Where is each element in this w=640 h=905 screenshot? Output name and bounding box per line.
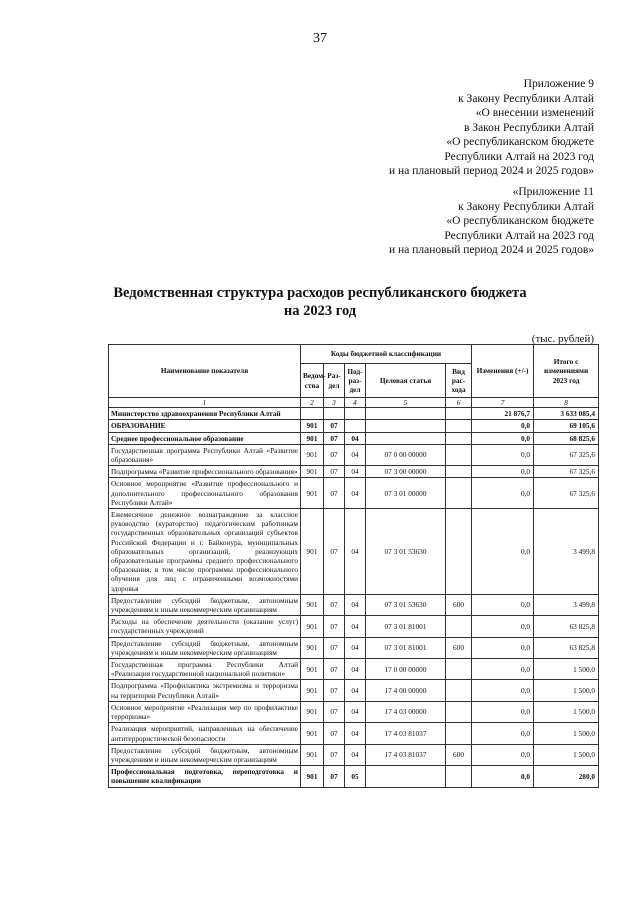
cell-name: Предоставление субсидий бюджетным, автономным учреждениям и иным некоммерческим организациям [109, 637, 301, 658]
cell-subsection: 04 [345, 478, 366, 509]
cell-target: 17 0 00 00000 [366, 659, 446, 680]
annex-line: Республики Алтай на 2023 год [444, 150, 594, 163]
annex-line: и на плановый период 2024 и 2025 годов» [389, 244, 594, 256]
cell-expense-type [446, 701, 472, 722]
cell-dept [301, 408, 324, 420]
cell-dept: 901 [301, 478, 324, 509]
cell-section [324, 408, 345, 420]
header-name: Наименование показателя [109, 345, 301, 398]
cell-section: 07 [324, 680, 345, 701]
cell-changes: 0,0 [472, 723, 534, 744]
cell-target: 07 3 01 81001 [366, 637, 446, 658]
cell-dept: 901 [301, 637, 324, 658]
cell-subsection: 04 [345, 659, 366, 680]
cell-subsection [345, 420, 366, 432]
header-changes: Изменения (+/-) [472, 345, 534, 398]
column-number: 7 [472, 398, 534, 408]
cell-changes: 0,0 [472, 637, 534, 658]
cell-subsection: 04 [345, 444, 366, 465]
cell-dept: 901 [301, 594, 324, 615]
cell-total: 1 500,0 [534, 659, 599, 680]
header-dept: Ведом-ства [301, 364, 324, 398]
cell-dept: 901 [301, 744, 324, 765]
cell-name: Расходы на обеспечение деятельности (оказание услуг) государственных учреждений [109, 616, 301, 637]
cell-name: Среднее профессиональное образование [109, 432, 301, 444]
annex-line: к Закону Республики Алтай [458, 200, 594, 213]
cell-changes: 0,0 [472, 478, 534, 509]
table-row [109, 659, 599, 680]
header-target: Целевая статья [366, 364, 446, 398]
cell-expense-type: 600 [446, 594, 472, 615]
column-number: 4 [345, 398, 366, 408]
cell-total: 63 825,8 [534, 637, 599, 658]
cell-changes: 0,0 [472, 680, 534, 701]
cell-target: 07 3 00 00000 [366, 466, 446, 478]
header-codes-group: Коды бюджетной классификации [301, 345, 472, 364]
cell-name: Предоставление субсидий бюджетным, автономным учреждениям и иным некоммерческим организациям [109, 594, 301, 615]
annex-line: «О республиканском бюджете [446, 215, 594, 227]
column-number: 6 [446, 398, 472, 408]
table-row [109, 432, 599, 444]
cell-total: 3 499,8 [534, 509, 599, 595]
cell-expense-type [446, 766, 472, 787]
cell-section: 07 [324, 744, 345, 765]
header-expense-type: Вид рас-хода [446, 364, 472, 398]
header-subsection: Под-раз-дел [345, 364, 366, 398]
cell-total: 67 325,6 [534, 466, 599, 478]
cell-expense-type [446, 444, 472, 465]
annex-line: Приложение 9 [523, 78, 594, 90]
column-numbers-row [109, 398, 599, 408]
column-number: 1 [109, 398, 301, 408]
cell-expense-type: 600 [446, 637, 472, 658]
column-number: 3 [324, 398, 345, 408]
cell-target: 07 0 00 00000 [366, 444, 446, 465]
cell-target: 07 3 01 53630 [366, 509, 446, 595]
budget-table [108, 344, 599, 788]
table-row [109, 680, 599, 701]
cell-section: 07 [324, 466, 345, 478]
cell-total: 67 325,6 [534, 478, 599, 509]
table-row [109, 444, 599, 465]
cell-expense-type: 600 [446, 744, 472, 765]
cell-changes: 0,0 [472, 616, 534, 637]
cell-changes: 0,0 [472, 466, 534, 478]
cell-changes: 0,0 [472, 659, 534, 680]
cell-expense-type [446, 616, 472, 637]
cell-section: 07 [324, 701, 345, 722]
cell-expense-type [446, 509, 472, 595]
cell-total: 3 499,8 [534, 594, 599, 615]
cell-subsection: 04 [345, 509, 366, 595]
table-row [109, 466, 599, 478]
annex-line: «О внесении изменений [475, 107, 594, 119]
cell-section: 07 [324, 444, 345, 465]
cell-subsection: 04 [345, 723, 366, 744]
cell-expense-type [446, 659, 472, 680]
header-total: Итого с изменениями 2023 год [534, 345, 599, 398]
cell-dept: 901 [301, 723, 324, 744]
cell-subsection: 04 [345, 616, 366, 637]
table-row [109, 478, 599, 509]
cell-section: 07 [324, 594, 345, 615]
cell-total: 63 825,8 [534, 616, 599, 637]
cell-target [366, 766, 446, 787]
cell-name: Министерство здравоохранения Республики Алтай [109, 408, 301, 420]
annex-line: «О республиканском бюджете [446, 136, 594, 148]
cell-subsection: 04 [345, 680, 366, 701]
table-row [109, 723, 599, 744]
cell-changes: 0,0 [472, 594, 534, 615]
cell-total: 1 500,0 [534, 744, 599, 765]
table-row [109, 616, 599, 637]
header-section: Раз-дел [324, 364, 345, 398]
cell-changes: 0,0 [472, 420, 534, 432]
annex-line: и на плановый период 2024 и 2025 годов» [389, 165, 594, 177]
cell-dept: 901 [301, 509, 324, 595]
cell-expense-type [446, 723, 472, 744]
cell-section: 07 [324, 616, 345, 637]
cell-target: 07 3 01 81001 [366, 616, 446, 637]
units-label: (тыс. рублей) [531, 333, 594, 345]
cell-total: 68 825,6 [534, 432, 599, 444]
cell-section: 07 [324, 432, 345, 444]
cell-expense-type [446, 466, 472, 478]
cell-name: Государственная программа Республики Алтай «Реализация государственной национальной политики» [109, 659, 301, 680]
cell-expense-type [446, 432, 472, 444]
column-number: 5 [366, 398, 446, 408]
cell-section: 07 [324, 637, 345, 658]
cell-dept: 901 [301, 420, 324, 432]
cell-name: Профессиональная подготовка, переподготовка и повышение квалификации [109, 766, 301, 787]
cell-subsection: 04 [345, 594, 366, 615]
table-row [109, 509, 599, 595]
cell-total: 69 105,6 [534, 420, 599, 432]
cell-dept: 901 [301, 680, 324, 701]
cell-total: 1 500,0 [534, 701, 599, 722]
cell-subsection [345, 408, 366, 420]
cell-changes: 0,0 [472, 766, 534, 787]
table-row [109, 744, 599, 765]
document-title [0, 284, 640, 320]
cell-target: 17 4 03 00000 [366, 701, 446, 722]
table-body [109, 408, 599, 787]
cell-name: Подпрограмма «Развитие профессионального образования» [109, 466, 301, 478]
cell-name: Основное мероприятие «Развитие профессионального и дополнительного профессионального образования Республики Алтай» [109, 478, 301, 509]
cell-target [366, 432, 446, 444]
table-row [109, 701, 599, 722]
cell-section: 07 [324, 478, 345, 509]
column-number: 2 [301, 398, 324, 408]
annex-header-inner [389, 185, 594, 258]
cell-changes: 0,0 [472, 444, 534, 465]
column-number: 8 [534, 398, 599, 408]
cell-subsection: 04 [345, 466, 366, 478]
document-title-line: Ведомственная структура расходов республиканского бюджета [113, 285, 527, 301]
cell-name: Предоставление субсидий бюджетным, автономным учреждениям и иным некоммерческим организациям [109, 744, 301, 765]
cell-target: 07 3 01 00000 [366, 478, 446, 509]
cell-name: Основное мероприятие «Реализация мер по профилактике терроризма» [109, 701, 301, 722]
table-row [109, 594, 599, 615]
table-row [109, 637, 599, 658]
table-header [109, 345, 599, 408]
cell-expense-type [446, 408, 472, 420]
cell-changes: 0,0 [472, 509, 534, 595]
table-row [109, 420, 599, 432]
cell-changes: 0,0 [472, 744, 534, 765]
cell-dept: 901 [301, 701, 324, 722]
cell-subsection: 04 [345, 701, 366, 722]
cell-name: Реализация мероприятий, направленных на обеспечение антитеррористической безопасности [109, 723, 301, 744]
cell-changes: 0,0 [472, 701, 534, 722]
annex-line: к Закону Республики Алтай [458, 92, 594, 105]
cell-expense-type [446, 478, 472, 509]
annex-line: «Приложение 11 [512, 186, 594, 198]
cell-dept: 901 [301, 444, 324, 465]
cell-target [366, 420, 446, 432]
cell-total: 1 500,0 [534, 680, 599, 701]
cell-subsection: 05 [345, 766, 366, 787]
cell-section: 07 [324, 723, 345, 744]
cell-subsection: 04 [345, 432, 366, 444]
document-title-line: на 2023 год [283, 303, 357, 319]
page-number: 37 [313, 31, 327, 46]
table-row [109, 408, 599, 420]
cell-dept: 901 [301, 466, 324, 478]
cell-section: 07 [324, 766, 345, 787]
cell-subsection: 04 [345, 744, 366, 765]
cell-subsection: 04 [345, 637, 366, 658]
cell-dept: 901 [301, 616, 324, 637]
annex-line: Республики Алтай на 2023 год [444, 229, 594, 242]
cell-name: Ежемесячное денежное вознаграждение за классное руководство (кураторство) педагогическим работникам государственных образовательных организаций субъектов Российской Федерации и г. Байконура, муниципальных образовательных организаций, реализующих образовательные программы среднего профессионального образования, в том числе программы профессионального обучения для лиц с ограниченными возможностями здоровья [109, 509, 301, 595]
cell-name: ОБРАЗОВАНИЕ [109, 420, 301, 432]
cell-section: 07 [324, 420, 345, 432]
cell-name: Государственная программа Республики Алтай «Развитие образования» [109, 444, 301, 465]
annex-line: в Закон Республики Алтай [464, 121, 594, 134]
cell-name: Подпрограмма «Профилактика экстремизма и терроризма на территории Республики Алтай» [109, 680, 301, 701]
cell-target: 17 4 03 81037 [366, 744, 446, 765]
annex-header-main [389, 77, 594, 179]
cell-section: 07 [324, 659, 345, 680]
cell-target: 17 4 03 81037 [366, 723, 446, 744]
cell-total: 280,0 [534, 766, 599, 787]
cell-section: 07 [324, 509, 345, 595]
cell-total: 3 633 085,4 [534, 408, 599, 420]
cell-dept: 901 [301, 766, 324, 787]
cell-dept: 901 [301, 432, 324, 444]
table-row [109, 766, 599, 787]
cell-total: 67 325,6 [534, 444, 599, 465]
cell-changes: 21 876,7 [472, 408, 534, 420]
cell-target: 17 4 00 00000 [366, 680, 446, 701]
cell-changes: 0,0 [472, 432, 534, 444]
cell-target: 07 3 01 53630 [366, 594, 446, 615]
cell-expense-type [446, 680, 472, 701]
cell-dept: 901 [301, 659, 324, 680]
cell-expense-type [446, 420, 472, 432]
cell-total: 1 500,0 [534, 723, 599, 744]
cell-target [366, 408, 446, 420]
